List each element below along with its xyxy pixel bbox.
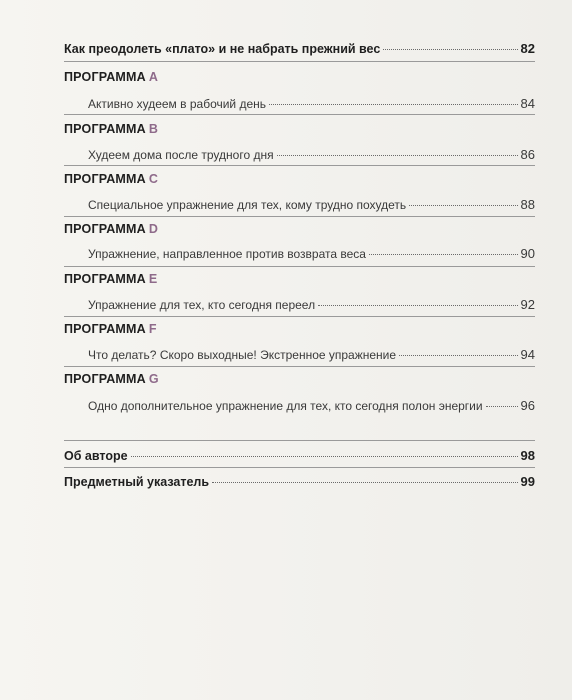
toc-entry-page: 99 [520, 474, 535, 489]
toc-entry-about-author[interactable] [64, 448, 535, 463]
program-letter: G [148, 372, 159, 386]
toc-entry-title: Об авторе [64, 449, 128, 463]
toc-entry-page: 92 [520, 297, 535, 312]
section-divider [64, 216, 535, 217]
toc-entry-page: 90 [520, 246, 535, 261]
dot-leader [269, 104, 518, 105]
toc-entry-subject-index[interactable] [64, 474, 535, 489]
program-heading-e: ПРОГРАММА E [64, 272, 158, 286]
program-letter: F [148, 322, 157, 336]
toc-entry-title: Что делать? Скоро выходные! Экстренное упражнение [88, 348, 397, 362]
toc-entry-page: 86 [520, 147, 535, 162]
toc-entry-title: Как преодолеть «плато» и не набрать прежний вес [64, 42, 381, 56]
section-divider [64, 266, 535, 267]
toc-entry-program-g[interactable] [88, 398, 535, 413]
section-divider [64, 467, 535, 468]
toc-entry-program-c[interactable] [88, 197, 535, 212]
toc-entry-plateau[interactable] [64, 41, 535, 56]
section-divider [64, 61, 535, 62]
dot-leader [131, 456, 518, 457]
dot-leader [212, 482, 517, 483]
program-heading-f: ПРОГРАММА F [64, 322, 157, 336]
toc-entry-title: Упражнение, направленное против возврата веса [88, 247, 366, 261]
toc-entry-title: Одно дополнительное упражнение для тех, кто сегодня полон энергии [88, 399, 483, 413]
section-divider [64, 114, 535, 115]
toc-entry-page: 96 [520, 398, 535, 413]
toc-entry-title: Специальное упражнение для тех, кому трудно похудеть [88, 198, 407, 212]
toc-entry-program-a[interactable] [88, 96, 535, 111]
dot-leader [277, 155, 518, 156]
toc-entry-title: Упражнение для тех, кто сегодня переел [88, 298, 316, 312]
program-heading-g: ПРОГРАММА G [64, 372, 159, 386]
toc-entry-program-b[interactable] [88, 147, 535, 162]
toc-entry-page: 82 [520, 41, 535, 56]
section-divider [64, 366, 535, 367]
dot-leader [399, 355, 517, 356]
dot-leader [486, 406, 518, 407]
toc-entry-title: Активно худеем в рабочий день [88, 97, 267, 111]
toc-entry-title: Худеем дома после трудного дня [88, 148, 274, 162]
dot-leader [409, 205, 517, 206]
toc-entry-page: 98 [520, 448, 535, 463]
program-letter: E [148, 272, 158, 286]
program-heading-c: ПРОГРАММА C [64, 172, 159, 186]
program-heading-b: ПРОГРАММА B [64, 122, 159, 136]
toc-entry-program-d[interactable] [88, 246, 535, 261]
toc-entry-page: 84 [520, 96, 535, 111]
section-divider [64, 165, 535, 166]
section-divider [64, 316, 535, 317]
program-heading-d: ПРОГРАММА D [64, 222, 159, 236]
program-heading-a: ПРОГРАММА А [64, 70, 159, 84]
dot-leader [369, 254, 518, 255]
toc-entry-program-e[interactable] [88, 297, 535, 312]
program-letter: А [148, 70, 159, 84]
toc-entry-page: 94 [520, 347, 535, 362]
toc-entry-title: Предметный указатель [64, 475, 210, 489]
program-letter: C [148, 172, 159, 186]
toc-entry-program-f[interactable] [88, 347, 535, 362]
program-letter: D [148, 222, 159, 236]
dot-leader [383, 49, 517, 50]
program-letter: B [148, 122, 159, 136]
dot-leader [318, 305, 517, 306]
section-divider [64, 440, 535, 441]
toc-entry-page: 88 [520, 197, 535, 212]
